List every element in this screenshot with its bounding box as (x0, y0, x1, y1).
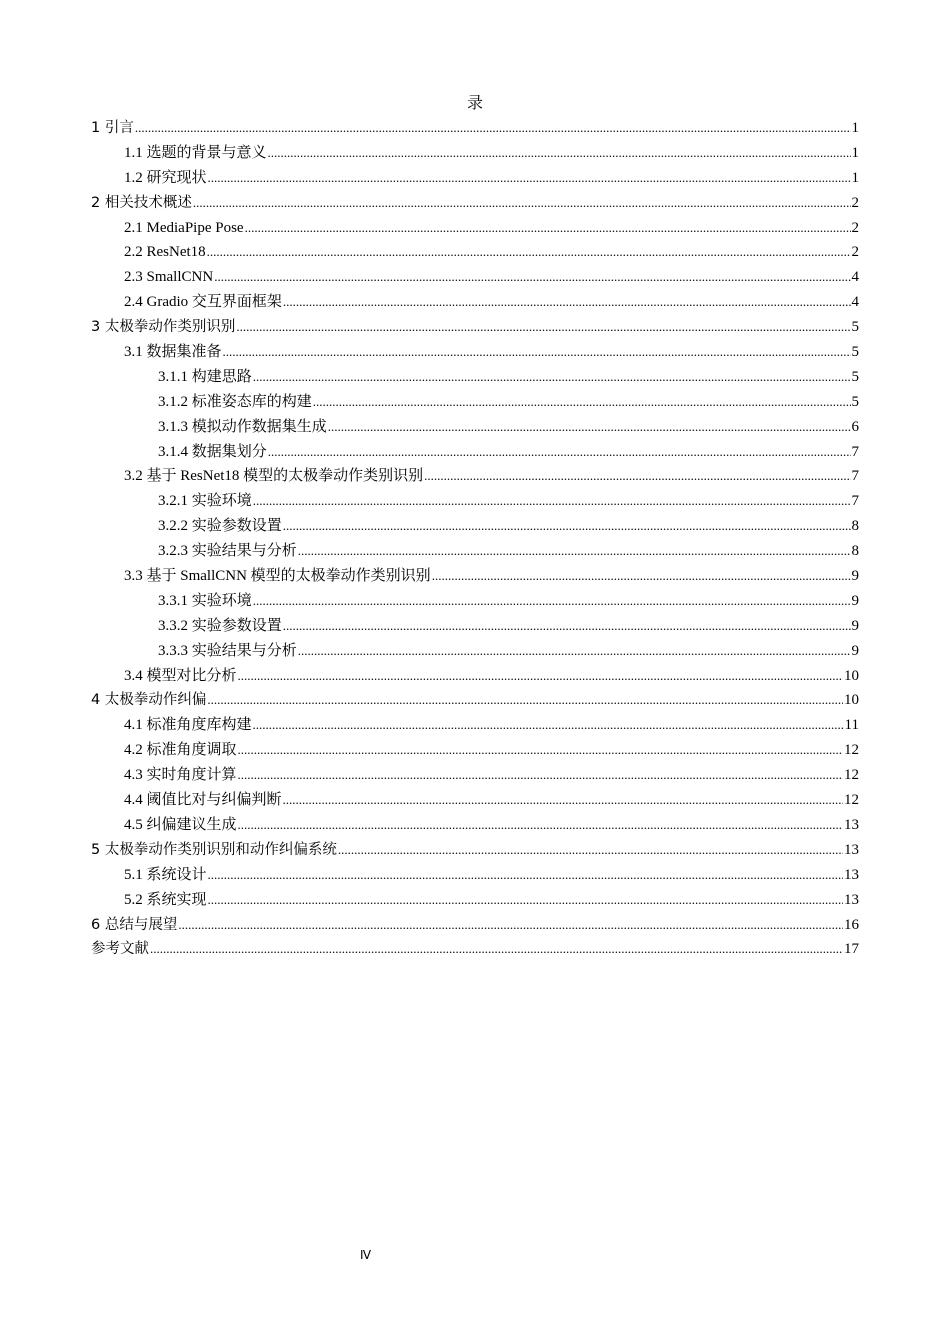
toc-entry-label: 3.2.1 实验环境 (158, 493, 252, 510)
toc-dot-leader (268, 141, 851, 166)
toc-entry-label: 5.1 系统设计 (124, 866, 207, 883)
toc-entry[interactable] (91, 664, 859, 689)
toc-entry-page-number: 2 (851, 194, 859, 211)
toc-entry[interactable] (91, 265, 859, 290)
toc-entry[interactable] (91, 863, 859, 888)
toc-dot-leader (150, 937, 843, 962)
toc-entry[interactable] (91, 489, 859, 514)
toc-entry[interactable] (91, 390, 859, 415)
toc-entry-label: 6 总结与展望 (91, 916, 178, 933)
toc-entry-label: 2.3 SmallCNN (124, 269, 214, 286)
toc-entry-page-number: 9 (851, 642, 859, 659)
toc-entry-label: 3.1.3 模拟动作数据集生成 (158, 418, 327, 435)
toc-entry-label: 3.4 模型对比分析 (124, 667, 237, 684)
toc-dot-leader (253, 713, 844, 738)
toc-entry-label: 3.3.1 实验环境 (158, 592, 252, 609)
toc-dot-leader (238, 813, 843, 838)
toc-dot-leader (313, 390, 851, 415)
toc-entry-label: 3.1.4 数据集划分 (158, 443, 267, 460)
toc-dot-leader (193, 191, 851, 216)
toc-entry-label: 2.1 MediaPipe Pose (124, 219, 244, 236)
toc-entry[interactable] (91, 888, 859, 913)
toc-entry[interactable] (91, 191, 859, 216)
toc-entry[interactable] (91, 464, 859, 489)
toc-dot-leader (424, 464, 850, 489)
toc-entry[interactable] (91, 415, 859, 440)
toc-entry[interactable] (91, 589, 859, 614)
toc-dot-leader (236, 315, 850, 340)
toc-dot-leader (207, 240, 851, 265)
toc-entry-page-number: 13 (844, 866, 859, 883)
toc-entry-label: 4.4 阈值比对与纠偏判断 (124, 792, 282, 809)
toc-entry-page-number: 4 (851, 294, 859, 311)
toc-dot-leader (328, 415, 851, 440)
toc-entry-label: 3 太极拳动作类别识别 (91, 319, 236, 336)
toc-entry[interactable] (91, 240, 859, 265)
toc-entry[interactable] (91, 116, 859, 141)
toc-entry-page-number: 12 (844, 792, 859, 809)
toc-entry[interactable] (91, 216, 859, 241)
toc-entry[interactable] (91, 365, 859, 390)
toc-entry[interactable] (91, 838, 859, 863)
toc-entry-label: 5.2 系统实现 (124, 891, 207, 908)
toc-entry-page-number: 2 (851, 219, 859, 236)
toc-entry[interactable] (91, 763, 859, 788)
toc-dot-leader (238, 664, 843, 689)
toc-entry-page-number: 4 (851, 269, 859, 286)
toc-entry-page-number: 13 (844, 816, 859, 833)
toc-entry[interactable] (91, 614, 859, 639)
toc-entry-label: 1 引言 (91, 120, 134, 136)
page-title: 录 (466, 95, 483, 112)
toc-dot-leader (338, 838, 843, 863)
toc-dot-leader (253, 365, 851, 390)
toc-entry-label: 4 太极拳动作纠偏 (91, 692, 207, 709)
toc-entry-label: 3.2 基于 ResNet18 模型的太极拳动作类别识别 (124, 468, 424, 485)
toc-entry-label: 参考文献 (91, 941, 149, 958)
toc-entry-page-number: 2 (851, 244, 859, 261)
toc-dot-leader (298, 539, 851, 564)
toc-entry-page-number: 5 (851, 368, 859, 385)
toc-entry-page-number: 7 (851, 443, 859, 460)
toc-entry-label: 5 太极拳动作类别识别和动作纠偏系统 (91, 841, 337, 858)
toc-dot-leader (214, 265, 850, 290)
toc-entry-label: 3.2.3 实验结果与分析 (158, 543, 297, 560)
toc-entry-page-number: 1 (851, 169, 859, 186)
toc-entry[interactable] (91, 788, 859, 813)
toc-dot-leader (208, 166, 851, 191)
toc-dot-leader (253, 489, 851, 514)
toc-entry-label: 4.2 标准角度调取 (124, 742, 237, 759)
toc-dot-leader (432, 564, 851, 589)
toc-entry-page-number: 6 (851, 418, 859, 435)
toc-entry-page-number: 10 (844, 667, 859, 684)
toc-dot-leader (268, 440, 851, 465)
toc-entry-page-number: 12 (844, 767, 859, 784)
toc-entry-page-number: 17 (844, 941, 859, 958)
toc-entry-page-number: 7 (851, 493, 859, 510)
toc-dot-leader (283, 614, 851, 639)
toc-entry[interactable] (91, 564, 859, 589)
table-of-contents (91, 116, 859, 962)
toc-dot-leader (238, 738, 843, 763)
toc-entry-page-number: 7 (851, 468, 859, 485)
toc-entry-label: 2.2 ResNet18 (124, 244, 206, 261)
toc-entry[interactable] (91, 639, 859, 664)
toc-dot-leader (208, 863, 843, 888)
toc-entry-page-number: 10 (844, 692, 859, 709)
toc-entry-label: 3.1.2 标准姿态库的构建 (158, 393, 312, 410)
toc-entry-label: 3.2.2 实验参数设置 (158, 518, 282, 535)
toc-entry[interactable] (91, 688, 859, 713)
toc-entry[interactable] (91, 937, 859, 962)
toc-dot-leader (253, 589, 851, 614)
toc-entry[interactable] (91, 539, 859, 564)
toc-entry-page-number: 13 (844, 841, 859, 858)
toc-entry-label: 2 相关技术概述 (91, 194, 192, 211)
toc-entry-page-number: 13 (844, 891, 859, 908)
toc-entry-page-number: 11 (844, 717, 859, 734)
toc-entry[interactable] (91, 290, 859, 315)
toc-entry-page-number: 1 (851, 120, 859, 136)
toc-entry-page-number: 5 (851, 393, 859, 410)
toc-entry-page-number: 9 (851, 617, 859, 634)
toc-entry-page-number: 5 (851, 344, 859, 361)
toc-entry-page-number: 16 (844, 916, 859, 933)
toc-entry[interactable] (91, 166, 859, 191)
toc-entry[interactable] (91, 141, 859, 166)
toc-entry[interactable] (91, 713, 859, 738)
toc-dot-leader (238, 763, 843, 788)
toc-dot-leader (298, 639, 851, 664)
toc-entry-label: 2.4 Gradio 交互界面框架 (124, 294, 282, 311)
toc-entry-page-number: 9 (851, 568, 859, 585)
toc-entry-page-number: 8 (851, 518, 859, 535)
toc-dot-leader (223, 340, 851, 365)
toc-dot-leader (283, 514, 851, 539)
toc-entry-label: 3.3 基于 SmallCNN 模型的太极拳动作类别识别 (124, 568, 431, 585)
toc-dot-leader (207, 688, 843, 713)
toc-entry-label: 4.1 标准角度库构建 (124, 717, 252, 734)
toc-dot-leader (208, 888, 843, 913)
toc-dot-leader (283, 290, 851, 315)
toc-dot-leader (135, 116, 851, 141)
toc-entry-label: 4.3 实时角度计算 (124, 767, 237, 784)
toc-entry-label: 3.3.3 实验结果与分析 (158, 642, 297, 659)
toc-entry-label: 3.1.1 构建思路 (158, 368, 252, 385)
toc-entry[interactable] (91, 813, 859, 838)
toc-entry[interactable] (91, 738, 859, 763)
toc-entry[interactable] (91, 340, 859, 365)
toc-entry-label: 4.5 纠偏建议生成 (124, 816, 237, 833)
toc-dot-leader (283, 788, 843, 813)
toc-entry-page-number: 5 (851, 319, 859, 336)
toc-entry-label: 3.1 数据集准备 (124, 344, 222, 361)
toc-entry-label: 3.3.2 实验参数设置 (158, 617, 282, 634)
toc-dot-leader (178, 913, 843, 938)
toc-entry-page-number: 8 (851, 543, 859, 560)
toc-entry-page-number: 1 (851, 144, 859, 161)
toc-entry[interactable] (91, 315, 859, 340)
toc-entry[interactable] (91, 440, 859, 465)
toc-dot-leader (245, 216, 851, 241)
toc-entry-label: 1.2 研究现状 (124, 169, 207, 186)
toc-entry[interactable] (91, 913, 859, 938)
toc-entry-page-number: 9 (851, 592, 859, 609)
page-number-footer: Ⅳ (360, 1248, 372, 1262)
toc-entry-label: 1.1 选题的背景与意义 (124, 144, 267, 161)
toc-entry[interactable] (91, 514, 859, 539)
toc-entry-page-number: 12 (844, 742, 859, 759)
